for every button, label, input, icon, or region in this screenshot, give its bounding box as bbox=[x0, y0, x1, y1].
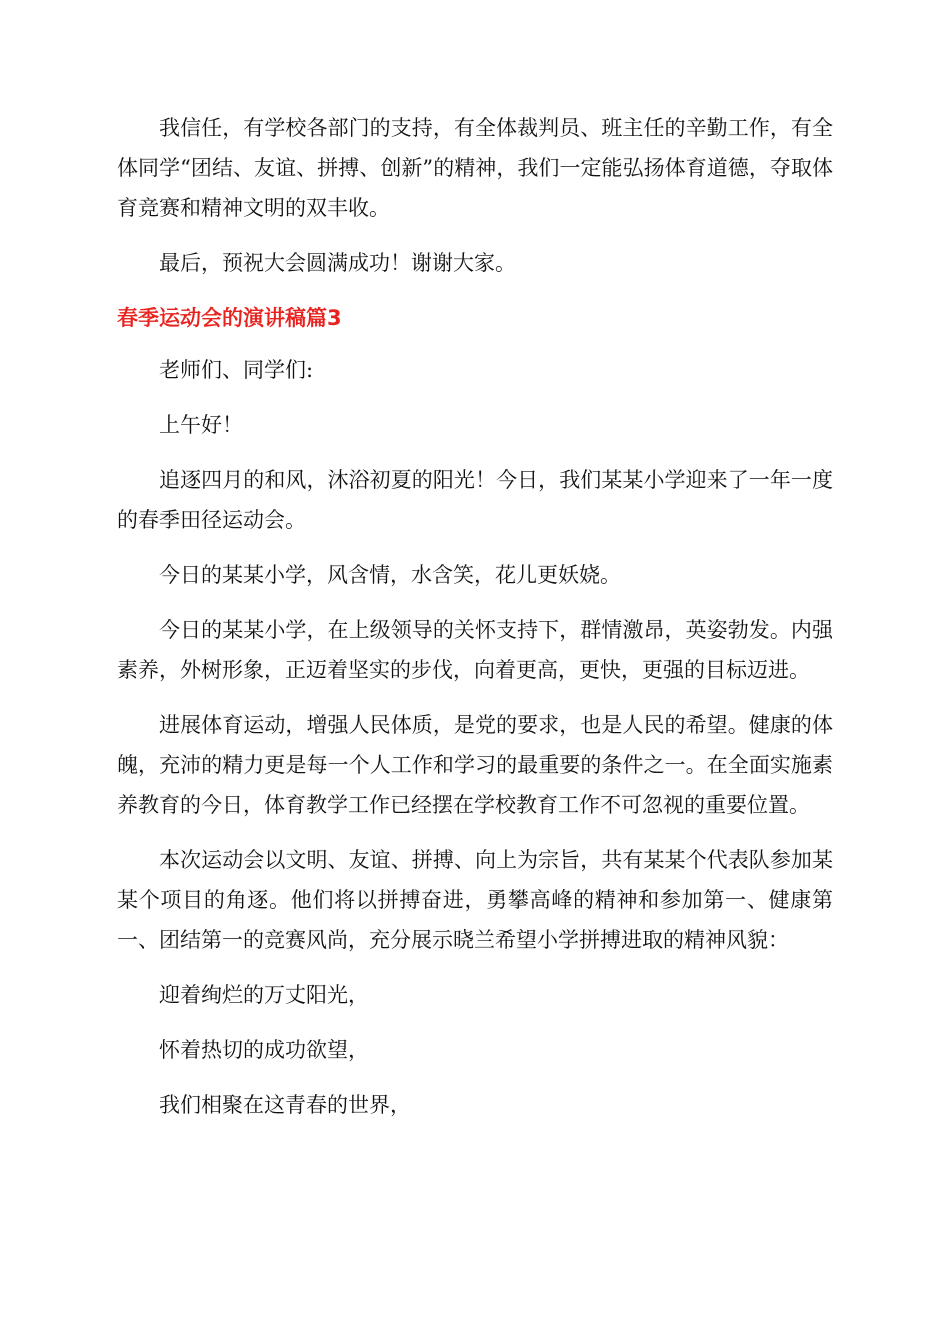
paragraph: 追逐四月的和风，沐浴初夏的阳光！今日，我们某某小学迎来了一年一度的春季田径运动会。 bbox=[117, 468, 833, 532]
paragraph: 本次运动会以文明、友谊、拼搏、向上为宗旨，共有某某个代表队参加某某个项目的角逐。他们将以拼搏奋进，勇攀高峰的精神和参加第一、健康第一、团结第一的竞赛风尚，充分展示晓兰希望小学拼搏进取的精神风貌： bbox=[117, 848, 833, 952]
paragraph-greeting: 上午好！ bbox=[159, 413, 243, 437]
poem-line: 我们相聚在这青春的世界， bbox=[159, 1093, 411, 1117]
paragraph: 今日的某某小学，在上级领导的关怀支持下，群情激昂，英姿勃发。内强素养，外树形象，正迈着坚实的步伐，向着更高，更快，更强的目标迈进。 bbox=[117, 618, 833, 682]
poem-line: 怀着热切的成功欲望， bbox=[159, 1038, 369, 1062]
document-body bbox=[117, 108, 833, 1140]
paragraph: 我信任，有学校各部门的支持，有全体裁判员、班主任的辛勤工作，有全体同学“团结、友谊、拼搏、创新”的精神，我们一定能弘扬体育道德，夺取体育竞赛和精神文明的双丰收。 bbox=[117, 116, 833, 220]
section-heading: 春季运动会的演讲稿篇3 bbox=[117, 306, 342, 330]
paragraph-greeting: 老师们、同学们: bbox=[159, 358, 314, 382]
poem-line: 迎着绚烂的万丈阳光， bbox=[159, 983, 369, 1007]
paragraph: 最后，预祝大会圆满成功！谢谢大家。 bbox=[159, 251, 516, 275]
paragraph: 进展体育运动，增强人民体质，是党的要求，也是人民的希望。健康的体魄，充沛的精力更是每一个人工作和学习的最重要的条件之一。在全面实施素养教育的今日，体育教学工作已经摆在学校教育工作不可忽视的重要位置。 bbox=[117, 713, 833, 817]
paragraph: 今日的某某小学，风含情，水含笑，花儿更妖娆。 bbox=[159, 563, 621, 587]
